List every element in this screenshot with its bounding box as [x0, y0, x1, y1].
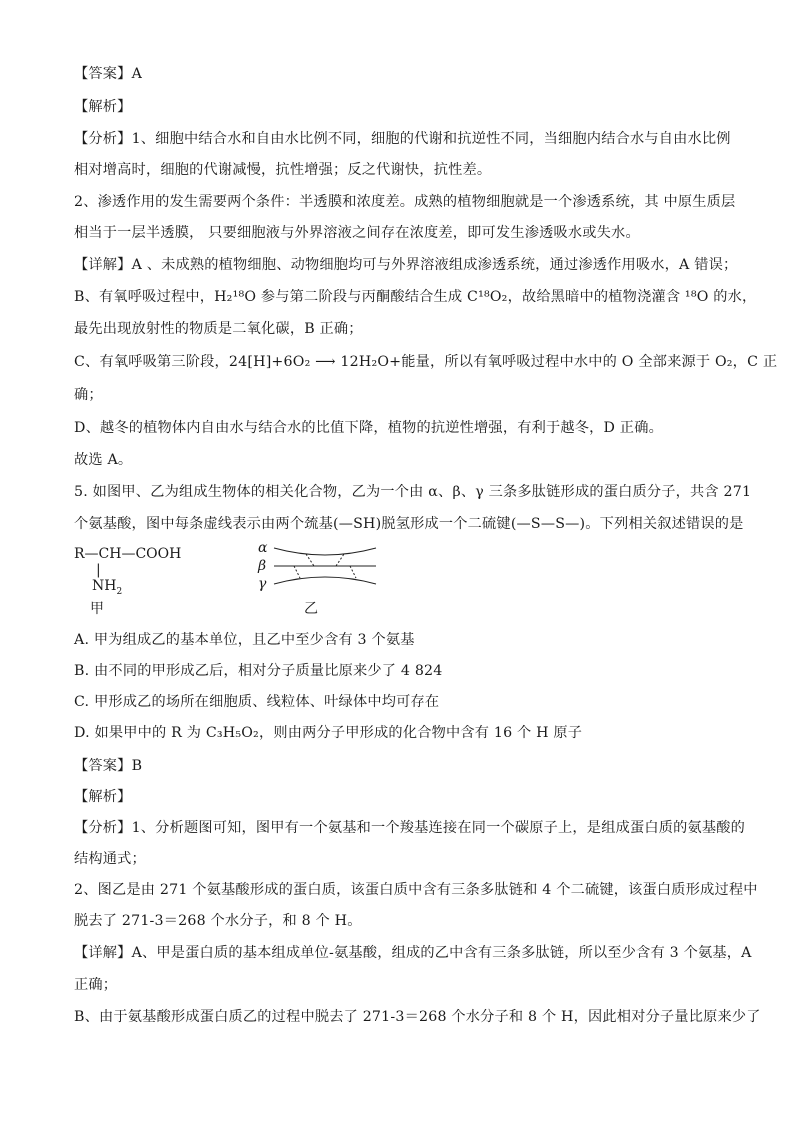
text-line: 相当于一层半透膜， 只要细胞液与外界溶液之间存在浓度差，即可发生渗透吸水或失水。	[74, 225, 640, 241]
text-line: 确；	[74, 387, 103, 403]
option-a: A. 甲为组成乙的基本单位，且乙中至少含有 3 个氨基	[74, 632, 415, 648]
text-line: 最先出现放射性的物质是二氧化碳，B 正确；	[74, 321, 363, 337]
alpha-chain	[274, 548, 376, 555]
text-line: B、由于氨基酸形成蛋白质乙的过程中脱去了 271-3＝268 个水分子和 8 个 H，因此相对分子量比原来少了	[74, 1009, 761, 1025]
alpha-label: α	[258, 540, 268, 556]
text-line: D、越冬的植物体内自由水与结合水的比值下降，植物的抗逆性增强，有利于越冬，D 正确。	[74, 420, 663, 436]
text-line: C、有氧呼吸第三阶段，24[H]+6O₂ ⟶ 12H₂O+能量，所以有氧呼吸过程中水中的 O 全部来源于 O₂，C 正	[74, 354, 778, 370]
formula-bond: |	[96, 562, 101, 578]
disulfide-bond	[306, 554, 314, 566]
amino-acid-formula: R—CH—COOH	[74, 546, 182, 562]
option-d: D. 如果甲中的 R 为 C₃H₅O₂，则由两分子甲形成的化合物中含有 16 个 H 原子	[74, 725, 583, 741]
text-line: 【分析】1、细胞中结合水和自由水比例不同，细胞的代谢和抗逆性不同，当细胞内结合水与自由水比例	[74, 131, 731, 147]
text-line: 2、渗透作用的发生需要两个条件：半透膜和浓度差。成熟的植物细胞就是一个渗透系统，其 中原生质层	[74, 194, 736, 210]
disulfide-bond	[294, 566, 300, 578]
analysis-heading-1: 【解析】	[74, 99, 132, 115]
gamma-label: γ	[258, 576, 267, 592]
gamma-chain	[274, 577, 376, 584]
structure-figure	[74, 540, 414, 620]
text-line: 【详解】A 、未成熟的植物细胞、动物细胞均可与外界溶液组成渗透系统，通过渗透作用吸水，A 错误；	[74, 257, 738, 273]
analysis-heading-2: 【解析】	[74, 789, 132, 805]
question-5-line-2: 个氨基酸，图中每条虚线表示由两个巯基(—SH)脱氢形成一个二硫键(—S—S—)。下列相关叙述错误的是	[74, 516, 744, 532]
question-5-line-1: 5. 如图甲、乙为组成生物体的相关化合物，乙为一个由 α、β、γ 三条多肽链形成的蛋白质分子，共含 271	[74, 484, 752, 500]
protein-chains-diagram	[270, 540, 380, 600]
label-jia: 甲	[90, 601, 104, 617]
option-b: B. 由不同的甲形成乙后，相对分子质量比原来少了 4 824	[74, 663, 443, 679]
disulfide-bond	[336, 554, 344, 566]
beta-label: β	[258, 558, 267, 574]
text-line: B、有氧呼吸过程中，H₂¹⁸O 参与第二阶段与丙酮酸结合生成 C¹⁸O₂，故给黑暗中的植物浇灌含 ¹⁸O 的水，	[74, 289, 757, 305]
text-line: 【分析】1、分析题图可知，图甲有一个氨基和一个羧基连接在同一个碳原子上，是组成蛋白质的氨基酸的	[74, 820, 746, 836]
amino-group: $NH_2$	[92, 578, 123, 597]
disulfide-bond	[350, 566, 356, 578]
text-line: 相对增高时，细胞的代谢减慢，抗性增强；反之代谢快，抗性差。	[74, 162, 492, 178]
label-yi: 乙	[304, 601, 318, 617]
answer-line-2: 【答案】B	[74, 758, 143, 774]
text-line: 【详解】A、甲是蛋白质的基本组成单位-氨基酸，组成的乙中含有三条多肽链，所以至少含有 3 个氨基，A	[74, 945, 752, 961]
text-line: 故选 A。	[74, 452, 133, 468]
text-line: 2、图乙是由 271 个氨基酸形成的蛋白质，该蛋白质中含有三条多肽链和 4 个二硫键，该蛋白质形成过程中	[74, 882, 758, 898]
answer-line-1: 【答案】A	[74, 66, 143, 82]
option-c: C. 甲形成乙的场所在细胞质、线粒体、叶绿体中均可存在	[74, 694, 440, 710]
text-line: 脱去了 271-3＝268 个水分子，和 8 个 H。	[74, 913, 362, 929]
text-line: 结构通式；	[74, 851, 146, 867]
text-line: 正确；	[74, 977, 118, 993]
